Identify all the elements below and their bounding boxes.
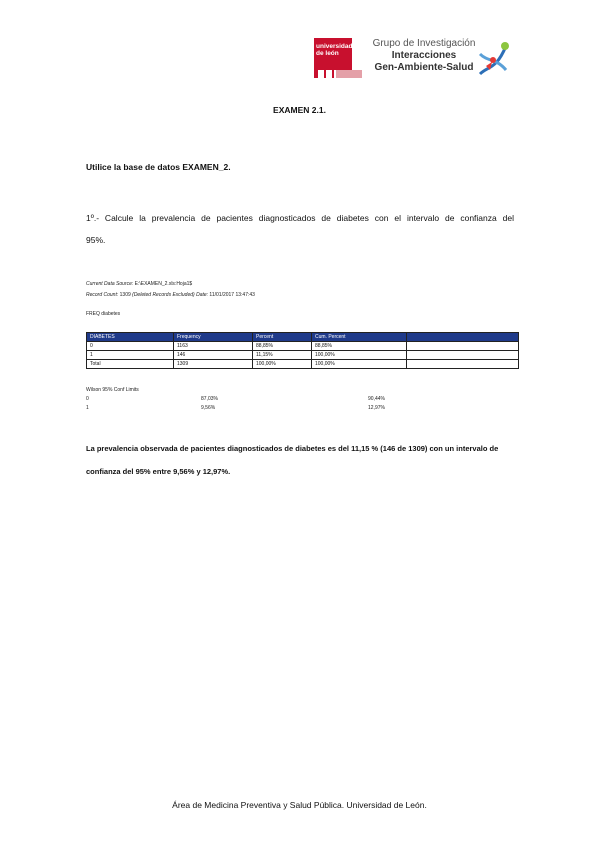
cell: 1309	[174, 360, 253, 369]
freq-command: FREQ diabetes	[86, 311, 121, 317]
date-value: 11/01/2017 13:47:43	[209, 292, 255, 298]
cell: 100,00%	[253, 360, 312, 369]
cell-empty	[407, 351, 519, 360]
count-label: Record Count:	[86, 292, 119, 298]
frequency-table	[86, 332, 519, 369]
table-header-row	[87, 333, 519, 342]
research-group-name	[364, 38, 484, 74]
cell: 1163	[174, 342, 253, 351]
wilson-row-0-lower: 87,03%	[201, 396, 218, 402]
group-line-3: Gen-Ambiente-Salud	[374, 62, 474, 73]
cell: 88,85%	[312, 342, 407, 351]
exam-title: EXAMEN 2.1.	[273, 105, 326, 115]
wilson-row-0-upper: 90,44%	[368, 396, 385, 402]
cell: 11,15%	[253, 351, 312, 360]
col-percent: Percent	[253, 333, 312, 342]
cell: 100,00%	[312, 351, 407, 360]
wilson-row-1-lower: 9,56%	[201, 405, 216, 411]
group-line-2: Interacciones	[391, 50, 457, 61]
cell: 100,00%	[312, 360, 407, 369]
col-empty	[407, 333, 519, 342]
count-value: 1309	[119, 292, 131, 298]
instruction: Utilice la base de datos EXAMEN_2.	[86, 162, 231, 172]
table-row-total	[87, 360, 519, 369]
page-footer: Área de Medicina Preventiva y Salud Pública. Universidad de León.	[172, 800, 427, 810]
wilson-row-0-category: 0	[86, 396, 89, 402]
table-row	[87, 351, 519, 360]
cell: 146	[174, 351, 253, 360]
conclusion: La prevalencia observada de pacientes diagnosticados de diabetes es del 11,15 % (146 de 1309) con un intervalo de confianza del 95% entre 9,56% y 12,97%.	[86, 444, 499, 476]
cell: 1	[87, 351, 174, 360]
dna-helix-icon	[476, 40, 512, 78]
cell-empty	[407, 360, 519, 369]
wilson-row-1-upper: 12,97%	[368, 405, 385, 411]
cell: 88,85%	[253, 342, 312, 351]
cell-empty	[407, 342, 519, 351]
cell: Total	[87, 360, 174, 369]
wilson-row-1-category: 1	[86, 405, 89, 411]
source-label: Current Data Source:	[86, 281, 134, 287]
data-source-line	[86, 281, 192, 287]
excluded-note: (Deleted Records Excluded)	[132, 292, 195, 298]
date-label: Date:	[196, 292, 209, 298]
group-line-1: Grupo de Investigación	[372, 38, 476, 49]
cell: 0	[87, 342, 174, 351]
logo-accent	[336, 70, 362, 78]
col-cum-percent: Cum. Percent	[312, 333, 407, 342]
source-value: E:\EXAMEN_2.xls:Hoja1$	[134, 281, 193, 287]
wilson-title: Wilson 95% Conf Limits	[86, 387, 139, 393]
record-count-line	[86, 292, 255, 298]
col-frequency: Frequency	[174, 333, 253, 342]
question-1: 1º.- Calcule la prevalencia de pacientes diagnosticados de diabetes con el intervalo de confianza del 95%.	[86, 213, 514, 245]
table-row	[87, 342, 519, 351]
university-logo-text: universidad de león	[316, 43, 353, 57]
col-diabetes: DIABETES	[87, 333, 174, 342]
